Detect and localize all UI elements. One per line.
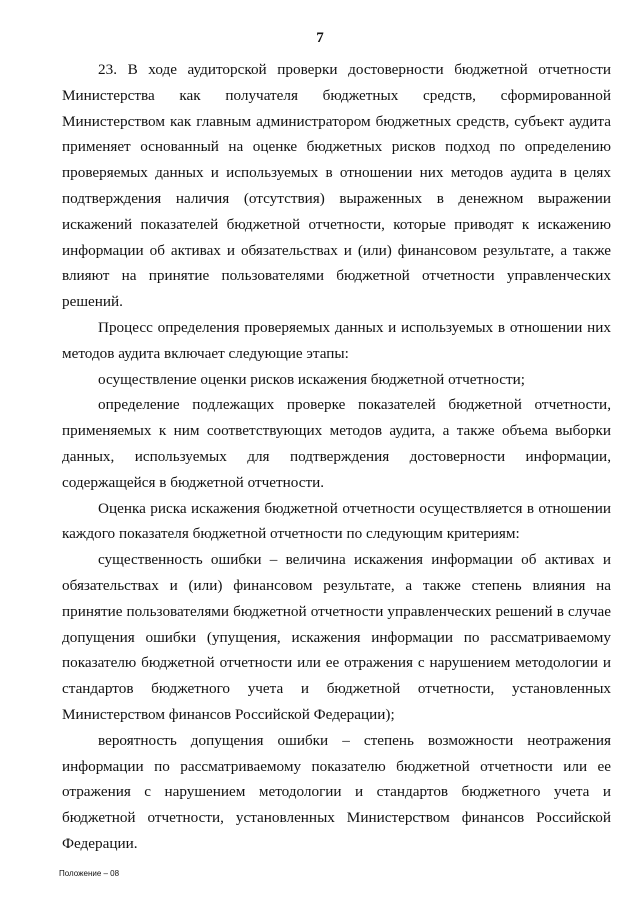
paragraph-process: Процесс определения проверяемых данных и используемых в отношении них методов аудита включает следующие этапы: bbox=[62, 318, 611, 362]
paragraph-stage-1: осуществление оценки рисков искажения бюджетной отчетности; bbox=[98, 370, 525, 388]
page-footer: Положение – 08 bbox=[59, 869, 120, 878]
paragraph-criterion-probability: вероятность допущения ошибки – степень возможности неотражения информации по рассматриваемому показателю бюджетной отчетности или ее отражения с нарушением методологии и стандартов бюджетного учета и бюджетной отчетности, установленных Министерством финансов Российской Федерации. bbox=[62, 731, 611, 852]
paragraph-stage-2: определение подлежащих проверке показателей бюджетной отчетности, применяемых к ним соответствующих методов аудита, а также объема выборки данных, используемых для подтверждения достоверности информации, содержащейся в бюджетной отчетности. bbox=[62, 396, 611, 491]
paragraph-criterion-materiality: существенность ошибки – величина искажения информации об активах и обязательствах и (или) финансовом результате, а также степень влияния на принятие пользователями бюджетной отчетности управленческих решений в случае допущения ошибки (упущения, искажения информации по рассматриваемому показателю бюджетной отчетности или ее отражения с нарушением методологии и стандартов бюджетного учета и бюджетной отчетности, установленных Министерством финансов Российской Федерации); bbox=[62, 551, 611, 723]
document-body bbox=[62, 57, 611, 857]
page-number: 7 bbox=[316, 30, 324, 46]
paragraph-23: 23. В ходе аудиторской проверки достоверности бюджетной отчетности Министерства как получателя бюджетных средств, сформированной Министерством как главным администратором бюджетных средств, субъект аудита применяет основанный на оценке бюджетных рисков подход по определению проверяемых данных и используемых в отношении них методов аудита в целях подтверждения наличия (отсутствия) выраженных в денежном выражении искажений показателей бюджетной отчетности, которые приводят к искажению информации об активах и обязательствах и (или) финансовом результате, а также влияют на принятие пользователями бюджетной отчетности управленческих решений. bbox=[62, 61, 611, 311]
paragraph-risk-assessment: Оценка риска искажения бюджетной отчетности осуществляется в отношении каждого показателя бюджетной отчетности по следующим критериям: bbox=[62, 499, 611, 543]
